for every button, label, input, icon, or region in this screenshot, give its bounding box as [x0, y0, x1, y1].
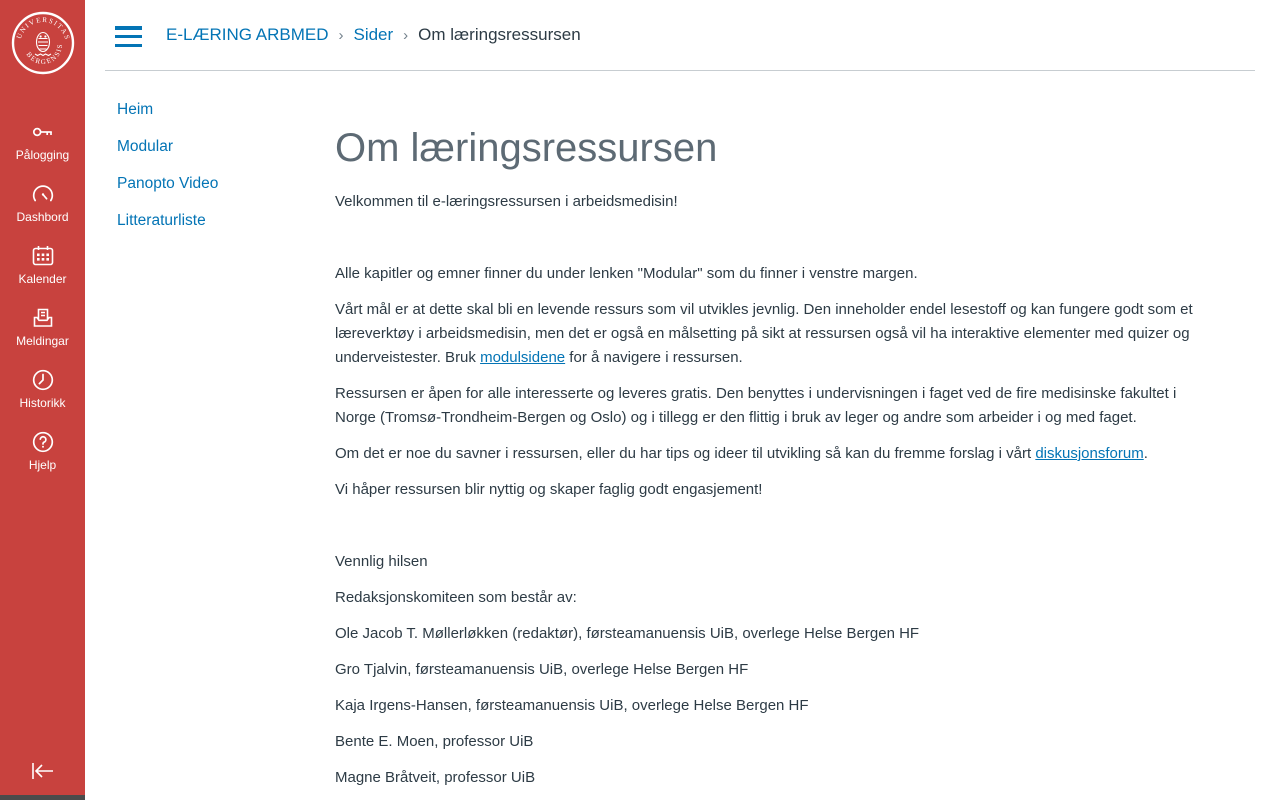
breadcrumb-separator: ›	[403, 26, 409, 44]
hamburger-bar	[115, 44, 142, 48]
inbox-icon	[30, 305, 56, 331]
empty-paragraph	[335, 226, 1210, 250]
committee-member: Ole Jacob T. Møllerløkken (redaktør), førsteamanuensis UiB, overlege Helse Bergen HF	[335, 625, 920, 642]
page-title: Om læringsressursen	[335, 126, 718, 170]
collapse-sidebar-button[interactable]	[26, 756, 60, 786]
paragraph-text: .	[1143, 445, 1148, 462]
paragraph-savner	[335, 442, 1210, 466]
breadcrumb	[166, 25, 581, 45]
course-nav-item	[117, 176, 218, 192]
hamburger-bar	[115, 35, 142, 39]
sidebar-item-label: Historikk	[19, 395, 66, 410]
global-nav-menu	[0, 109, 85, 481]
page-content	[335, 124, 1210, 800]
university-seal-icon	[11, 11, 75, 75]
paragraph-haaper: Vi håper ressursen blir nyttig og skaper faglig godt engasjement!	[335, 481, 763, 498]
global-navigation-sidebar	[0, 0, 85, 800]
sidebar-item-meldingar[interactable]	[0, 295, 85, 357]
hamburger-bar	[115, 26, 142, 30]
sidebar-item-label: Kalender	[18, 271, 67, 286]
sidebar-item-label: Dashbord	[16, 209, 69, 224]
sidebar-item-label: Hjelp	[28, 457, 57, 472]
committee-member: Kaja Irgens-Hansen, førsteamanuensis UiB, overlege Helse Bergen HF	[335, 697, 809, 714]
sidebar-item-label: Pålogging	[15, 147, 70, 162]
collapse-sidebar-icon	[26, 756, 60, 786]
breadcrumb-current-page: Om læringsressursen	[418, 25, 581, 44]
course-nav-litteraturliste[interactable]: Litteraturliste	[117, 212, 206, 229]
course-nav-panopto-video[interactable]: Panopto Video	[117, 175, 219, 192]
sidebar-item-palogging[interactable]	[0, 109, 85, 171]
course-navigation	[117, 102, 218, 250]
breadcrumb-sider-link[interactable]: Sider	[353, 25, 394, 44]
hamburger-menu-icon[interactable]	[115, 26, 142, 47]
clock-icon	[30, 367, 56, 393]
committee-member: Gro Tjalvin, førsteamanuensis UiB, overlege Helse Bergen HF	[335, 661, 749, 678]
empty-paragraph	[335, 514, 1210, 538]
svg-text:BERGENSIS: BERGENSIS	[24, 42, 64, 67]
course-nav-item	[117, 102, 218, 118]
header-divider	[105, 70, 1255, 71]
calendar-icon	[30, 243, 56, 269]
committee-member: Bente E. Moen, professor UiB	[335, 733, 534, 750]
breadcrumb-separator: ›	[338, 26, 344, 44]
paragraph-text: for å navigere i ressursen.	[565, 349, 743, 366]
svg-text:UNIVERSITAS: UNIVERSITAS	[14, 15, 72, 42]
paragraph-text: Om det er noe du savner i ressursen, eller du har tips og ideer til utvikling så kan du fremme forslag i vårt	[335, 445, 1036, 462]
modulsidene-link[interactable]: modulsidene	[480, 349, 566, 366]
breadcrumb-course-link[interactable]: E-LÆRING ARBMED	[166, 25, 329, 44]
course-nav-modular[interactable]: Modular	[117, 138, 173, 155]
sidebar-item-historikk[interactable]	[0, 357, 85, 419]
dashboard-gauge-icon	[30, 181, 56, 207]
course-nav-item	[117, 139, 218, 155]
key-icon	[30, 119, 56, 145]
sidebar-item-kalender[interactable]	[0, 233, 85, 295]
course-nav-heim[interactable]: Heim	[117, 101, 154, 118]
course-nav-item	[117, 213, 218, 229]
university-of-bergen-logo[interactable]	[11, 11, 75, 80]
diskusjonsforum-link[interactable]: diskusjonsforum	[1035, 445, 1144, 462]
question-circle-icon	[30, 429, 56, 455]
sidebar-item-dashbord[interactable]	[0, 171, 85, 233]
paragraph-kapitler: Alle kapitler og emner finner du under lenken "Modular" som du finner i venstre margen.	[335, 265, 918, 282]
paragraph-komite: Redaksjonskomiteen som består av:	[335, 589, 577, 606]
committee-member: Magne Bråtveit, professor UiB	[335, 769, 536, 786]
sidebar-bottom-strip	[0, 795, 85, 800]
paragraph-text: Vårt mål er at dette skal bli en levende ressurs som vil utvikles jevnlig. Den inneholder endel lesestoff og kan fungere godt som et læreverktøy i arbeidsmedisin, men det er også en målsetting på sikt at ressursen også vil ha interaktive elementer med quizer og underveistester. Bruk	[335, 301, 1193, 366]
paragraph-aapen: Ressursen er åpen for alle interesserte og leveres gratis. Den benyttes i undervisningen i faget ved de fire medisinske fakultet i Norge (Tromsø-Trondheim-Bergen og Oslo) og i tillegg er den flittig i bruk av leger og andre som arbeider i og med faget.	[335, 385, 1177, 426]
paragraph-hilsen: Vennlig hilsen	[335, 553, 428, 570]
sidebar-item-label: Meldingar	[16, 333, 69, 348]
paragraph-welcome: Velkommen til e-læringsressursen i arbeidsmedisin!	[335, 193, 678, 210]
paragraph-maal	[335, 298, 1210, 370]
sidebar-item-hjelp[interactable]	[0, 419, 85, 481]
